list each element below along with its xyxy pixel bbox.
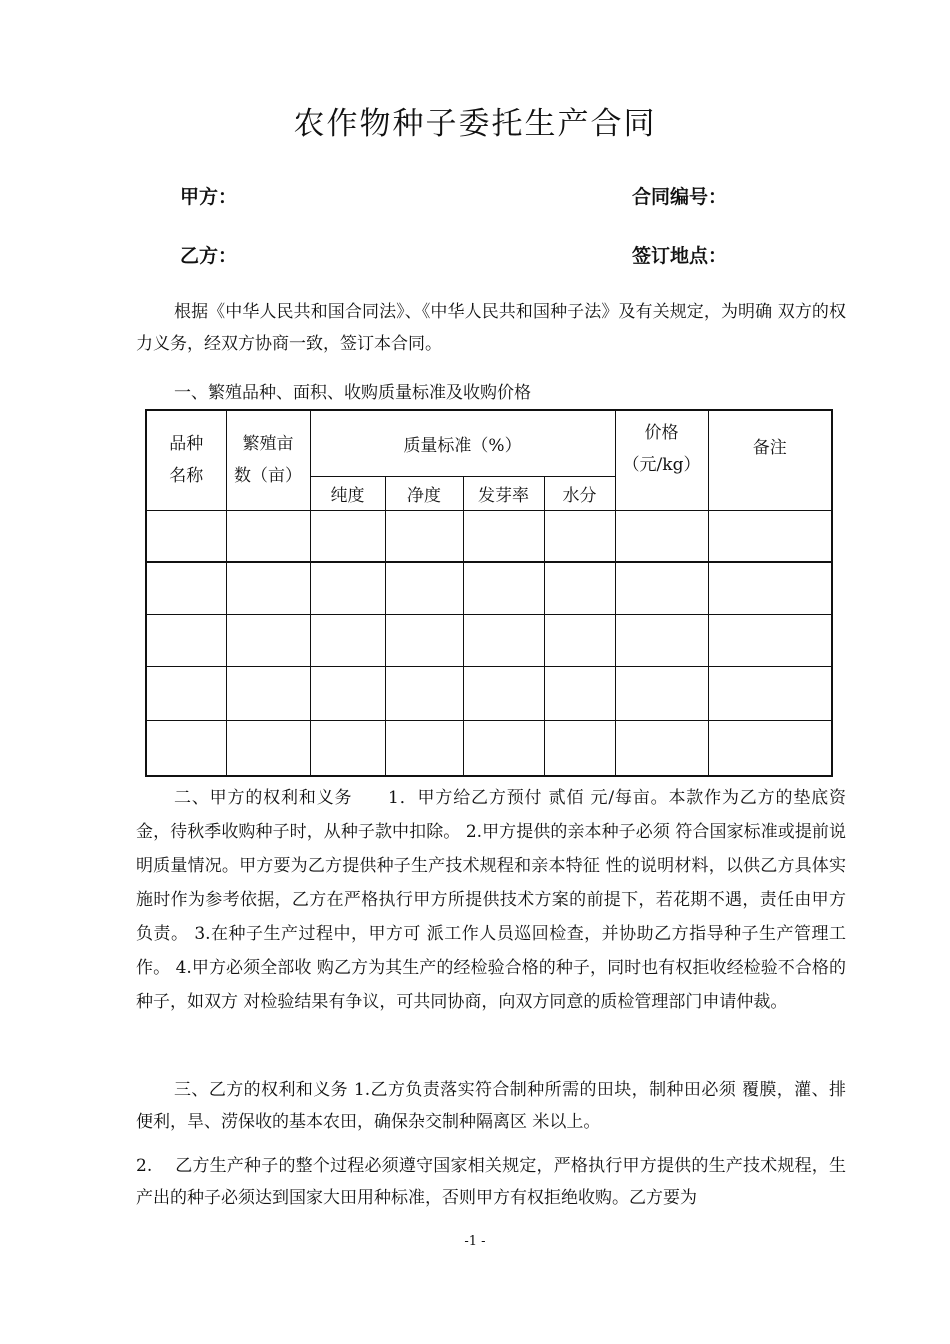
header-area: 繁殖亩 数（亩） xyxy=(226,410,310,510)
section3-item2-paragraph: 2. 乙方生产种子的整个过程必须遵守国家相关规定，严格执行甲方提供的生产技术规程，生产出的种子必须达到国家大田用种标准，否则甲方有权拒绝收购。乙方要为 xyxy=(136,1156,846,1208)
contract-number-label: 合同编号： xyxy=(632,186,728,208)
party-b-label: 乙方： xyxy=(180,245,238,267)
table-row xyxy=(146,562,832,614)
table-row xyxy=(146,666,832,720)
header-purity: 纯度 xyxy=(310,476,385,510)
header-variety-name: 品种 名称 xyxy=(146,410,226,510)
section1-heading: 一、繁殖品种、面积、收购质量标准及收购价格 xyxy=(174,383,531,403)
table-row xyxy=(146,510,832,562)
header-germination: 发芽率 xyxy=(463,476,544,510)
header-cleanliness: 净度 xyxy=(385,476,463,510)
page-title: 农作物种子委托生产合同 xyxy=(293,106,657,142)
party-a-label: 甲方： xyxy=(180,186,238,208)
intro-paragraph: 根据《中华人民共和国合同法》、《中华人民共和国种子法》及有关规定，为明确 双方的权力义务，经双方协商一致，签订本合同。 xyxy=(136,302,846,354)
section2-paragraph: 二、甲方的权利和义务 1．甲方给乙方预付 贰佰 元/每亩。本款作为乙方的垫底资金，待秋季收购种子时，从种子款中扣除。 2.甲方提供的亲本种子必须 符合国家标准或提前说明质量情况。甲方要为乙方提供种子生产技术规程和亲本特征 性的说明材料，以供乙方具体实施时作为参考依据，乙方在严格执行甲方所提供技术方案的前提下，若花期不遇，责任由甲方负责。 3.在种子生产过程中，甲方可 派工作人员巡回检查，并协助乙方指导种子生产管理工作。 4.甲方必须全部收 购乙方为其生产的经检验合格的种子，同时也有权拒收经检验不合格的种子，如双方 对检验结果有争议，可共同协商，向双方同意的质检管理部门申请仲裁。 xyxy=(136,788,846,1012)
header-remark: 备注 xyxy=(708,410,832,510)
table-row xyxy=(146,720,832,776)
seed-quality-table xyxy=(145,409,833,777)
header-quality-standard: 质量标准（%） xyxy=(310,410,615,476)
signing-place-label: 签订地点： xyxy=(632,245,728,267)
header-moisture: 水分 xyxy=(544,476,615,510)
table-row xyxy=(146,614,832,666)
page-number: -1 - xyxy=(464,1234,486,1249)
section3-paragraph: 三、乙方的权利和义务 1.乙方负责落实符合制种所需的田块，制种田必须 覆膜，灌、排便利，旱、涝保收的基本农田，确保杂交制种隔离区 米以上。 xyxy=(136,1080,846,1132)
header-price: 价格 （元/kg） xyxy=(615,410,708,510)
